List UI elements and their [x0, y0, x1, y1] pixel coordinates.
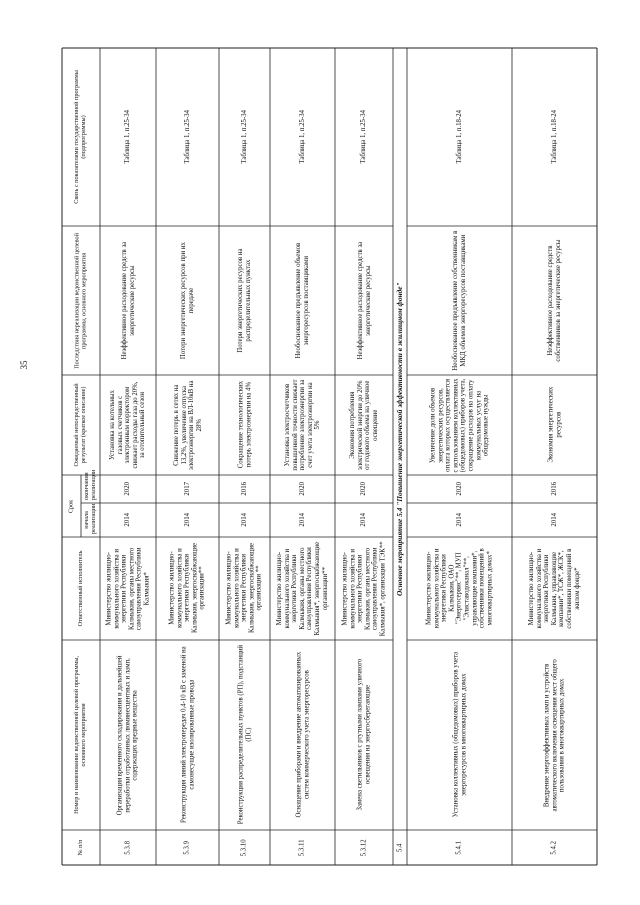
row-link-text: Таблица 1, п.25-34	[183, 110, 191, 164]
row-result-text: Увеличение доли объемов энергетических ресурсов, оплата которых осуществляется с использованием коллективных (общедомовых) приборов учета, сокращение расходов на оплату коммунальных услуг на общедомовые нужды	[429, 378, 490, 472]
row-name-text: Оснащение приборами и внедрение автоматизированных систем коммерческого учета энергоресурсов	[294, 652, 310, 818]
header-result-text: Ожидаемый непосредственный результат (краткое описание)	[73, 383, 87, 467]
row-executor-text: Министерство жилищно-коммунального хозяйства и энергетики Республики Калмыкия, органы местного самоуправления Республики Калмыкия*	[105, 547, 151, 630]
row-link-text: Таблица 1, п.25-34	[298, 110, 306, 164]
row-num-text: 5.4.2	[550, 840, 558, 855]
header-num-text: № п/п	[76, 839, 84, 856]
header-end-text: окончания реализации	[82, 469, 97, 500]
row-end-text: 2016	[240, 482, 248, 496]
row-executor-text: Министерство жилищно-коммунального хозяйства и энергетики Республики Калмыкия, энергоснабжающие организации**	[168, 543, 206, 634]
row-link-text: Таблица 1, п.25-34	[360, 110, 368, 164]
row-result-text: Снижение потерь в сетях на 13,2%, увеличение отпуска электроэнергии на ВЛ-10кВ на 28%	[172, 380, 203, 470]
row-result-text: Экономия потребления электрической энергии до 20% от годового объема на уличное освещение	[348, 380, 379, 470]
header-start-text: начала реализации	[82, 503, 97, 534]
row-start-text: 2014	[360, 513, 368, 527]
row-start-text: 2014	[124, 513, 132, 527]
row-start-text: 2014	[550, 513, 558, 527]
row-name-text: Организация временного складирования и дальнейшей переработки отработанных люминесцентных и ламп, содержащих вредные вещества	[116, 655, 139, 815]
section-num-text: 5.4	[396, 843, 404, 852]
row-link-text: Таблица 1, п.25-34	[124, 110, 132, 164]
row-end-text: 2016	[550, 482, 558, 496]
header-executor-text: Ответственный исполнитель	[76, 550, 84, 627]
row-name-text: Замена светильников с ртутными лампами уличного освещения на энергосберегающие	[356, 659, 371, 811]
row-consequences-text: Неэффективное расходование средств собственников за энергетические ресурсы	[546, 239, 562, 362]
row-consequences-text: Неэффективное расходование средств за энергетические ресурсы	[356, 241, 371, 360]
row-num-text: 5.4.1	[455, 840, 463, 855]
row-end-text: 2017	[183, 482, 191, 496]
header-link-text: Связь с показателями государственной программы (подпрограммы)	[73, 70, 87, 204]
row-consequences-text: Потери энергетических ресурсов при их передаче	[179, 242, 195, 359]
row-num-text: 5.3.9	[183, 840, 191, 855]
header-consequences-text: Последствия нереализации ведомственной целевой программы, основного мероприятия	[73, 232, 87, 369]
row-end-text: 2020	[298, 482, 306, 496]
row-result-text: Экономия энергетических ресурсов	[546, 387, 562, 463]
row-num-text: 5.3.10	[240, 838, 248, 856]
row-num-text: 5.3.12	[360, 838, 368, 856]
row-start-text: 2014	[298, 513, 306, 527]
row-name-text: Внедрение энергоэффективных ламп и устройств автоматического включения освещения мест общего пользования в многоквартирных домах	[543, 658, 566, 812]
row-executor-text: Министерство жилищно-коммунального хозяйства и энергетики Республики Калмыкия, ОАО "Энергосервис"**, МУП "Элиставодоканал"**, управляющие компании*, собственники помещений в многоквартирных домах*	[425, 548, 494, 629]
row-link-text: Таблица 1, п.18-24	[455, 110, 463, 164]
row-result-text: Установка электросчетчиков повышенной точности снижает потребление электроэнергии за счет учета электроэнергии на 5%	[283, 379, 321, 471]
row-executor-text: Министерство жилищно-коммунального хозяйства и энергетики Республики Калмыкия, энергоснабжающие организации **	[225, 543, 263, 634]
row-start-text: 2014	[455, 513, 463, 527]
row-consequences-text: Неэффективное расходование средств за энергетические ресурсы	[120, 241, 135, 360]
page-number: 35	[19, 360, 29, 370]
row-consequences-text: Необоснованное предъявление собственникам в МКД объемов энергоресурсов поставщиками	[451, 230, 467, 371]
row-end-text: 2020	[124, 482, 132, 496]
header-name-text: Номер и наименование ведомственной целевой программы, основного мероприятия	[73, 656, 87, 814]
row-name-text: Установка коллективных (общедомовых) приборов учета энергоресурсов в многоквартирных домах	[451, 652, 467, 818]
header-term-text: Срок	[67, 499, 75, 513]
section-title-text: Основное мероприятие 5.4 "Повышение энергетической эффективности в жилищном фонде"	[394, 282, 404, 596]
row-end-text: 2020	[455, 482, 463, 496]
row-link-text: Таблица 1, п.18-24	[550, 110, 558, 164]
row-num-text: 5.3.8	[124, 840, 132, 855]
row-start-text: 2014	[183, 513, 191, 527]
row-executor-text: Министерство жилищно-коммунального хозяйства и энергетики Республики Калмыкия, органы местного самоуправления Республики Калмыкия*, организации ТЭК**	[341, 541, 387, 636]
row-link-text: Таблица 1, п.25-34	[240, 110, 248, 164]
row-result-text: Сокращение технологических потерь электроэнергии на 4%	[236, 381, 252, 469]
row-result-text: Установка на котельных газовых счетчиков с электронным корректором снижает расходы газа до 20%, за отопительный сезон	[108, 381, 147, 469]
row-end-text: 2020	[360, 482, 368, 496]
row-consequences-text: Необоснованное предъявление объемов энергоресурсов поставщиками	[294, 242, 310, 359]
row-consequences-text: Потери энергетических ресурсов на распределительных пунктах	[236, 248, 252, 353]
row-num-text: 5.3.11	[298, 839, 306, 856]
row-name-text: Реконструкция линий электропередач 0,4-10 кВ с заменой на самонесущие изолированные провода	[179, 646, 195, 824]
row-start-text: 2014	[240, 513, 248, 527]
row-name-text: Реконструкция распределительных пунктов (РП), подстанций (ПС)	[236, 645, 252, 825]
row-executor-text: Министерство жилищно-коммунального хозяйства и энергетики Республики Калмыкия, управляющие компании*, ТСЖ*, ЖСК*, собственники помещений в жилом фонде*	[527, 548, 581, 629]
row-executor-text: Министерство жилищно-коммунального хозяйства и энергетики Республики Калмыкия, органы местного самоуправления Республики Калмыкия*, энергоснабжающие организации**	[275, 541, 329, 636]
